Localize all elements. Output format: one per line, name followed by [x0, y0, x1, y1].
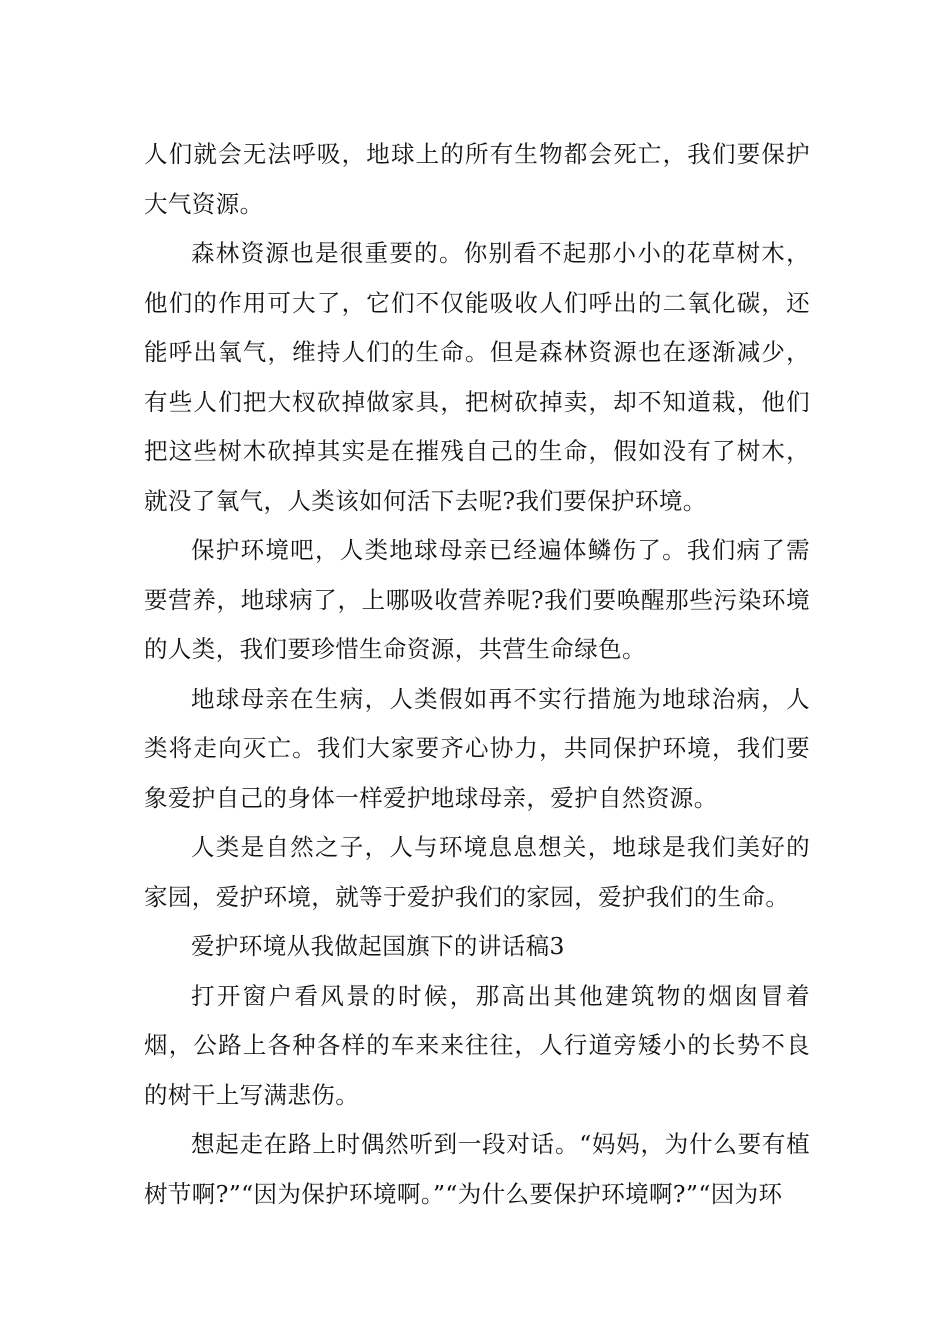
paragraph-forest-resources: 森林资源也是很重要的。你别看不起那小小的花草树木，他们的作用可大了，它们不仅能吸收人们呼出的二氧化碳，还能呼出氧气，维持人们的生命。但是森林资源也在逐渐减少，有些人们把大杈砍掉做家具，把树砍掉卖，却不知道栽，他们把这些树木砍掉其实是在摧残自己的生命，假如没有了树木，就没了氧气，人类该如何活下去呢?我们要保护环境。	[144, 239, 810, 515]
paragraph-dialogue: 想起走在路上时偶然听到一段对话。“妈妈，为什么要有植树节啊?”“因为保护环境啊。”“为什么要保护环境啊?”“因为环	[144, 1130, 810, 1208]
paragraph-protect-environment: 保护环境吧，人类地球母亲已经遍体鳞伤了。我们病了需要营养，地球病了，上哪吸收营养呢?我们要唤醒那些污染环境的人类，我们要珍惜生命资源，共营生命绿色。	[144, 536, 810, 663]
paragraph-continuation: 人们就会无法呼吸，地球上的所有生物都会死亡，我们要保护大气资源。	[144, 140, 810, 218]
paragraph-mother-earth: 地球母亲在生病，人类假如再不实行措施为地球治病，人类将走向灭亡。我们大家要齐心协力，共同保护环境，我们要象爱护自己的身体一样爱护地球母亲，爱护自然资源。	[144, 684, 810, 812]
paragraph-children-of-nature: 人类是自然之子，人与环境息息想关，地球是我们美好的家园，爱护环境，就等于爱护我们的家园，爱护我们的生命。	[144, 833, 810, 911]
document-body	[144, 130, 810, 1219]
paragraph-window-view: 打开窗户看风景的时候，那高出其他建筑物的烟囱冒着烟，公路上各种各样的车来来往往，人行道旁矮小的长势不良的树干上写满悲伤。	[144, 981, 810, 1109]
section-heading: 爱护环境从我做起国旗下的讲话稿3	[191, 932, 565, 960]
